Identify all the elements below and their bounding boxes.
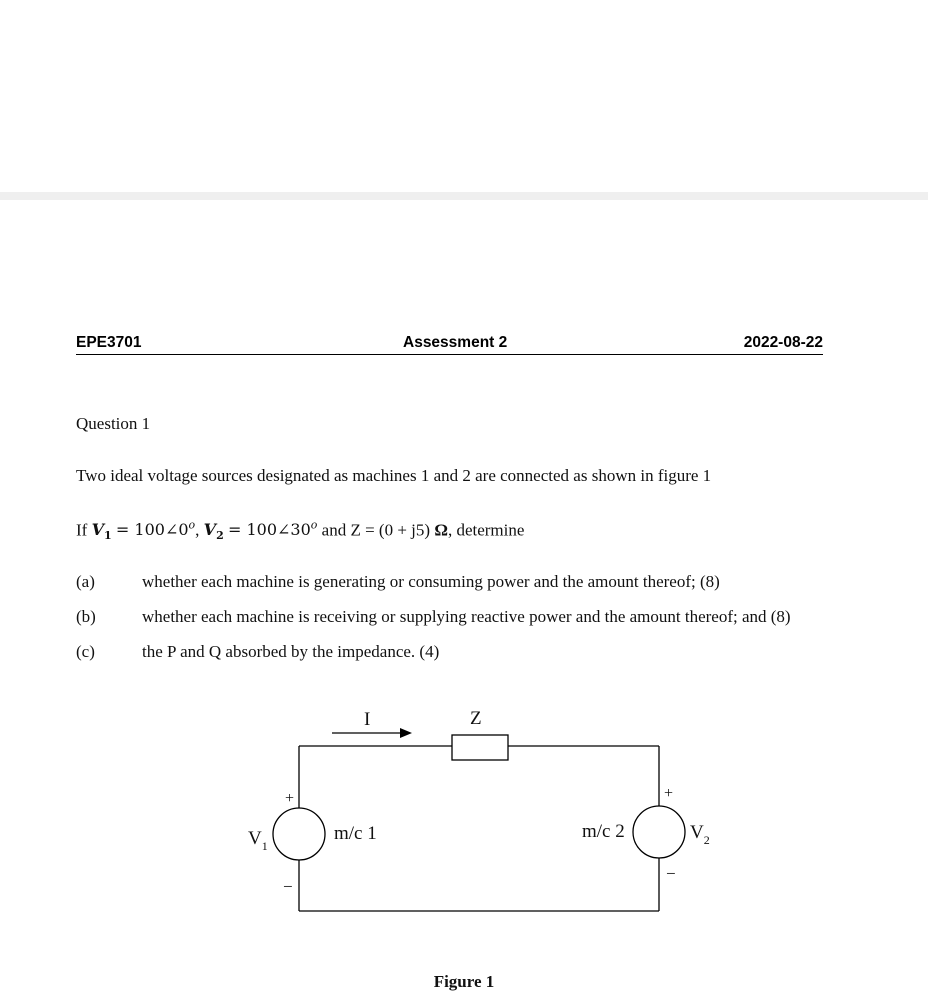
source-2-minus: − [666, 864, 676, 883]
question-title: Question 1 [76, 414, 151, 433]
circuit-diagram [0, 690, 928, 930]
source-1-minus: − [283, 877, 293, 896]
previous-page-area [0, 0, 928, 192]
item-label: (c) [76, 642, 95, 661]
source-2-circle [633, 806, 685, 858]
v2-value: = $100\angle 30^o$ [227, 519, 318, 540]
item-text: whether each machine is receiving or supplying reactive power and the amount thereof; and (8) [142, 607, 791, 626]
header-date: 2022-08-22 [743, 334, 823, 351]
current-arrow-head [400, 728, 412, 738]
source-1-name: m/c 1 [334, 823, 377, 844]
impedance-label: Z [470, 708, 482, 729]
ohm-symbol: Ω [434, 520, 448, 540]
v1-value: = $100\angle 0^o$ [115, 519, 196, 540]
question-intro: Two ideal voltage sources designated as machines 1 and 2 are connected as shown in figure 1 [76, 466, 712, 485]
given-separator: , [195, 520, 200, 540]
v2-symbol: $V_2$ [203, 520, 224, 543]
given-suffix: , determine [447, 520, 525, 540]
item-label: (b) [76, 607, 96, 626]
current-label: I [364, 709, 371, 730]
source-2-name: m/c 2 [582, 821, 625, 842]
header-title: Assessment 2 [403, 334, 508, 351]
source-1-circle [273, 808, 325, 860]
page-header [76, 334, 823, 355]
question-given-values [76, 519, 524, 543]
given-prefix: If [76, 520, 88, 540]
header-course-code: EPE3701 [76, 334, 142, 351]
impedance-value: and Z = (0 + j5) [321, 520, 431, 540]
source-2-symbol: $V_2$ [690, 822, 710, 847]
page-separator [0, 192, 928, 200]
item-text: whether each machine is generating or consuming power and the amount thereof; (8) [142, 572, 720, 591]
impedance-box [452, 735, 508, 760]
figure-caption: Figure 1 [433, 972, 495, 991]
source-1-plus: + [285, 790, 295, 807]
source-2-plus: + [664, 785, 674, 802]
source-1-symbol: $V_1$ [248, 828, 268, 853]
item-text: the P and Q absorbed by the impedance. (4) [142, 642, 440, 661]
v1-symbol: $V_1$ [91, 520, 112, 543]
item-label: (a) [76, 572, 95, 591]
